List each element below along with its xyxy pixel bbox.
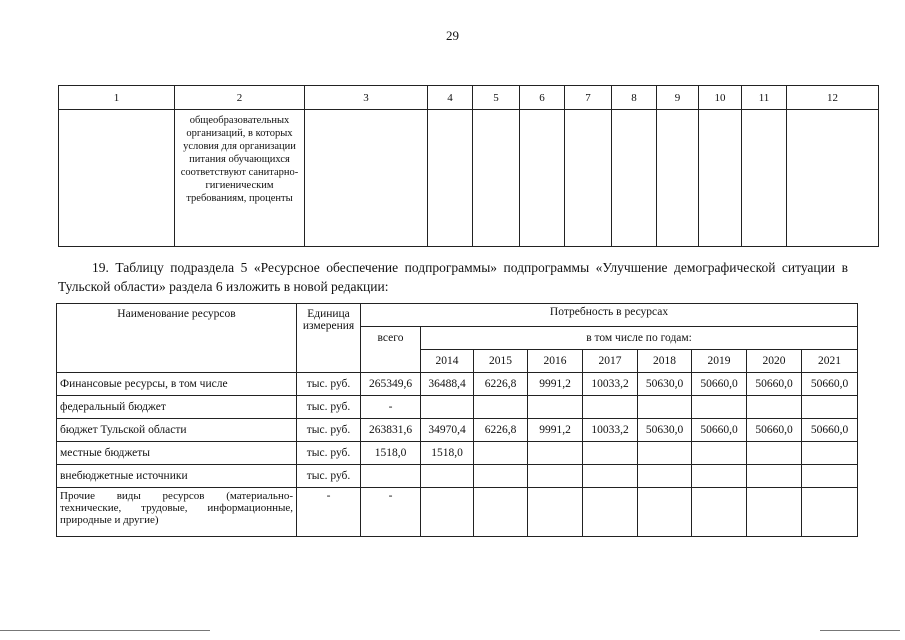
unit-header: Единица измерения <box>297 304 361 373</box>
unit-cell: тыс. руб. <box>297 419 361 442</box>
year-value <box>528 396 583 419</box>
year-value <box>692 488 747 537</box>
year-value: 50660,0 <box>802 373 858 396</box>
year-value <box>802 396 858 419</box>
year-value <box>802 488 858 537</box>
year-value <box>583 465 638 488</box>
resource-name: местные бюджеты <box>57 442 297 465</box>
header-row <box>57 304 858 327</box>
year-value <box>474 442 528 465</box>
table-row <box>57 442 858 465</box>
year-value: 10033,2 <box>583 419 638 442</box>
total-header: всего <box>361 327 421 373</box>
table-cell <box>742 110 787 247</box>
total-cell: 1518,0 <box>361 442 421 465</box>
total-cell <box>361 465 421 488</box>
resource-name: федеральный бюджет <box>57 396 297 419</box>
table-cell <box>565 110 612 247</box>
year-value <box>528 488 583 537</box>
table-row <box>57 488 858 537</box>
year-value <box>747 442 802 465</box>
need-header: Потребность в ресурсах <box>361 304 858 327</box>
year-value <box>747 488 802 537</box>
total-cell: - <box>361 488 421 537</box>
year-value <box>802 442 858 465</box>
by-years-header: в том числе по годам: <box>421 327 858 350</box>
column-number: 7 <box>565 86 612 110</box>
year-header: 2016 <box>528 350 583 373</box>
year-value: 50660,0 <box>692 419 747 442</box>
year-value <box>421 465 474 488</box>
column-number: 6 <box>520 86 565 110</box>
column-number: 3 <box>305 86 428 110</box>
year-value: 50660,0 <box>692 373 747 396</box>
column-number: 1 <box>59 86 175 110</box>
year-value: 6226,8 <box>474 419 528 442</box>
column-number: 4 <box>428 86 473 110</box>
table-cell <box>59 110 175 247</box>
year-value <box>692 442 747 465</box>
table-cell <box>787 110 879 247</box>
year-value: 34970,4 <box>421 419 474 442</box>
year-value <box>474 465 528 488</box>
resource-name: Финансовые ресурсы, в том числе <box>57 373 297 396</box>
year-value: 50660,0 <box>802 419 858 442</box>
total-cell: 265349,6 <box>361 373 421 396</box>
year-value <box>583 396 638 419</box>
column-number: 10 <box>699 86 742 110</box>
year-value <box>421 488 474 537</box>
year-value <box>528 442 583 465</box>
unit-cell: тыс. руб. <box>297 465 361 488</box>
table-row <box>57 396 858 419</box>
indicator-table <box>58 85 879 247</box>
column-number: 12 <box>787 86 879 110</box>
page-number: 29 <box>446 28 459 43</box>
year-value: 50660,0 <box>747 373 802 396</box>
year-header: 2021 <box>802 350 858 373</box>
year-value <box>638 442 692 465</box>
total-cell: - <box>361 396 421 419</box>
year-value: 50630,0 <box>638 373 692 396</box>
year-value <box>583 488 638 537</box>
year-header: 2018 <box>638 350 692 373</box>
table-cell <box>612 110 657 247</box>
column-number: 9 <box>657 86 699 110</box>
year-value <box>692 465 747 488</box>
year-value <box>583 442 638 465</box>
year-value <box>474 396 528 419</box>
total-cell: 263831,6 <box>361 419 421 442</box>
resource-name: внебюджетные источники <box>57 465 297 488</box>
year-value: 9991,2 <box>528 373 583 396</box>
table-cell <box>305 110 428 247</box>
year-value: 50660,0 <box>747 419 802 442</box>
table-row <box>57 419 858 442</box>
year-value: 50630,0 <box>638 419 692 442</box>
year-header: 2014 <box>421 350 474 373</box>
unit-cell: тыс. руб. <box>297 442 361 465</box>
year-value <box>474 488 528 537</box>
year-value: 36488,4 <box>421 373 474 396</box>
scan-edge-line <box>820 630 900 631</box>
resource-name: Прочие виды ресурсов (материально-технические, трудовые, информационные, природные и другие) <box>57 488 297 537</box>
year-value <box>747 465 802 488</box>
column-number: 2 <box>175 86 305 110</box>
table-cell <box>473 110 520 247</box>
resource-name: бюджет Тульской области <box>57 419 297 442</box>
unit-cell: тыс. руб. <box>297 373 361 396</box>
table-cell <box>699 110 742 247</box>
table-row <box>57 465 858 488</box>
year-value <box>692 396 747 419</box>
resource-table <box>56 303 858 537</box>
year-value <box>421 396 474 419</box>
resource-name-header: Наименование ресурсов <box>57 304 297 373</box>
unit-cell: - <box>297 488 361 537</box>
year-value <box>747 396 802 419</box>
scan-edge-line <box>0 630 210 631</box>
unit-cell: тыс. руб. <box>297 396 361 419</box>
year-value: 6226,8 <box>474 373 528 396</box>
year-value <box>638 465 692 488</box>
year-value: 9991,2 <box>528 419 583 442</box>
table-cell <box>657 110 699 247</box>
column-number: 11 <box>742 86 787 110</box>
year-value: 10033,2 <box>583 373 638 396</box>
column-number: 8 <box>612 86 657 110</box>
year-header: 2017 <box>583 350 638 373</box>
year-value <box>528 465 583 488</box>
year-header: 2015 <box>474 350 528 373</box>
table-row <box>57 373 858 396</box>
amendment-paragraph: 19. Таблицу подраздела 5 «Ресурсное обеспечение подпрограммы» подпрограммы «Улучшение демографической ситуации в Тульской области» раздела 6 изложить в новой редакции: <box>58 260 848 294</box>
column-number: 5 <box>473 86 520 110</box>
year-value <box>638 396 692 419</box>
table-cell <box>520 110 565 247</box>
year-header: 2020 <box>747 350 802 373</box>
year-value <box>802 465 858 488</box>
column-number-row <box>59 86 879 110</box>
year-header: 2019 <box>692 350 747 373</box>
table-cell <box>428 110 473 247</box>
table-row <box>59 110 879 247</box>
year-value <box>638 488 692 537</box>
year-value: 1518,0 <box>421 442 474 465</box>
indicator-description: общеобразовательных организаций, в которых условия для организации питания обучающихся соответствуют санитарно-гигиеническим требованиям, проценты <box>175 110 305 247</box>
